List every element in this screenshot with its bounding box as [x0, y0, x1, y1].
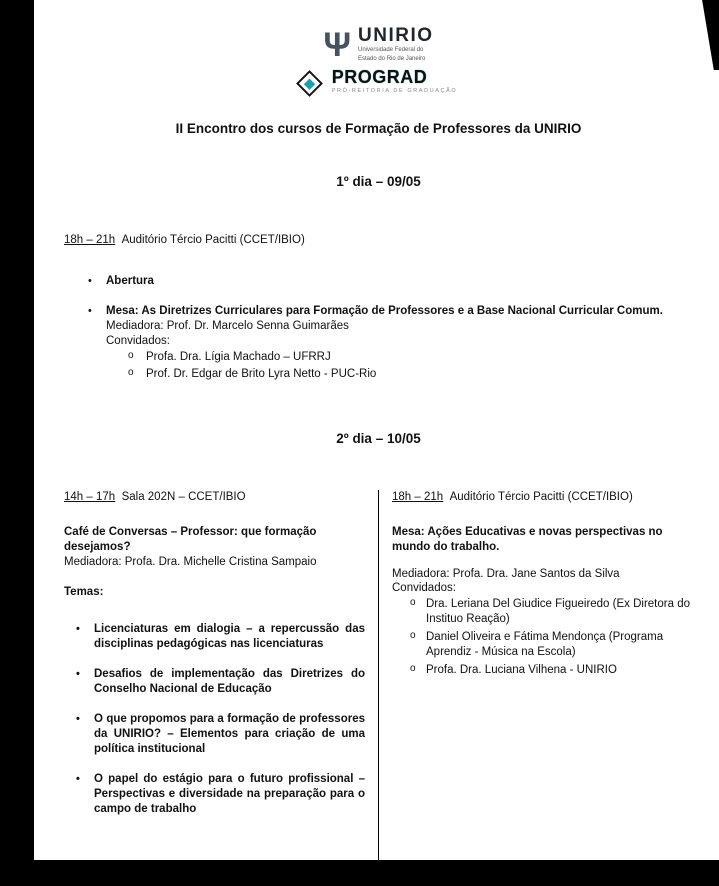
topic-text: O que propomos para a formação de professores da UNIRIO? – Elementos para criação de uma política institucional: [94, 713, 365, 756]
bullet-icon: •: [76, 772, 80, 785]
day1-session-time: 18h – 21h: [64, 233, 116, 246]
guest-name: Profa. Dra. Luciana Vilhena - UNIRIO: [426, 664, 617, 677]
sub-bullet-icon: o: [410, 597, 416, 609]
unirio-trident-icon: Ψ: [323, 25, 351, 64]
guest-name: Prof. Dr. Edgar de Brito Lyra Netto - PUC-Rio: [146, 368, 377, 381]
day2-right-session-title: Mesa: Ações Educativas e novas perspectivas no mundo do trabalho.: [392, 525, 663, 553]
bullet-icon: •: [88, 305, 92, 318]
topic-item: [70, 622, 365, 652]
unirio-subtitle-line1: Universidade Federal do: [358, 47, 424, 53]
day2-columns: [64, 490, 693, 863]
day1-guest-list: [106, 350, 681, 382]
day2-left-topics-label: Temas:: [64, 586, 104, 599]
day2-left-mediator-line: Mediadora: Profa. Dra. Michelle Cristina Sampaio: [64, 555, 317, 568]
day2-right-session-time: 18h – 21h: [392, 490, 444, 503]
page-edge-left: [0, 0, 34, 886]
topic-text: Licenciaturas em dialogia – a repercussão das disciplinas pedagógicas nas licenciaturas: [94, 623, 365, 651]
day1-item-abertura-label: Abertura: [106, 274, 154, 287]
day2-left-session-time: 14h – 17h: [64, 490, 116, 503]
day1-bullet-list: [64, 274, 693, 383]
day2-guest-list: [392, 597, 693, 678]
day2-left-session-location: Sala 202N – CCET/IBIO: [121, 490, 246, 503]
topic-item: [70, 772, 365, 817]
prograd-wordmark-block: [332, 68, 457, 95]
prograd-subtitle: PRÓ-REITORIA DE GRADUAÇÃO: [331, 88, 458, 95]
day2-right-mediator-line: Mediadora: Profa. Dra. Jane Santos da Silva: [392, 567, 620, 580]
guest-list-item: [408, 630, 693, 660]
page-content: [34, 0, 719, 860]
day2-left-session-line: [64, 490, 365, 505]
day1-item-mesa: [84, 304, 681, 382]
unirio-logo: [323, 26, 433, 63]
day1-session-location: Auditório Tércio Pacitti (CCET/IBIO): [121, 233, 305, 246]
unirio-subtitle-line2: Estado do Rio de Janeiro: [358, 56, 426, 63]
day2-heading: 2º dia – 10/05: [336, 431, 421, 447]
bullet-icon: •: [76, 668, 80, 681]
unirio-wordmark: UNIRIO: [358, 25, 434, 46]
day1-item-abertura: [84, 274, 681, 289]
day2-left-column: [64, 490, 378, 863]
prograd-wordmark: PROGRAD: [331, 67, 428, 88]
topic-item: [70, 667, 365, 697]
topic-text: O papel do estágio para o futuro profissional – Perspectivas e diversidade na preparação para o campo de trabalho: [94, 772, 365, 815]
prograd-diamond-inner-icon: [304, 78, 315, 89]
guest-list-item: [408, 663, 693, 678]
guest-list-item: [126, 350, 681, 365]
unirio-wordmark-block: [358, 26, 434, 63]
bullet-icon: •: [76, 623, 80, 636]
bullet-icon: •: [88, 274, 92, 287]
guest-name: Daniel Oliveira e Fátima Mendonça (Programa Aprendiz - Música na Escola): [426, 631, 664, 659]
day2-right-column: [379, 490, 693, 863]
prograd-logo: [300, 68, 457, 95]
day2-right-session-line: [392, 490, 693, 505]
sub-bullet-icon: o: [128, 367, 134, 379]
bullet-icon: •: [76, 713, 80, 726]
topic-item: [70, 712, 365, 757]
day1-mesa-title: Mesa: As Diretrizes Curriculares para Formação de Professores e a Base Nacional Curricular Comum.: [106, 305, 663, 318]
day1-guests-label: Convidados:: [106, 335, 170, 348]
guest-name: Dra. Leriana Del Giudice Figueiredo (Ex Diretora do Instituo Reação): [426, 598, 690, 626]
prograd-diamond-icon: [296, 71, 323, 98]
page-title: II Encontro dos cursos de Formação de Professores da UNIRIO: [175, 120, 582, 136]
topic-text: Desafios de implementação das Diretrizes do Conselho Nacional de Educação: [94, 668, 365, 696]
sub-bullet-icon: o: [410, 630, 416, 642]
day1-mediator-line: Mediadora: Prof. Dr. Marcelo Senna Guimarães: [106, 320, 349, 333]
header-logos: [64, 26, 693, 96]
guest-name: Profa. Dra. Lígia Machado – UFRRJ: [146, 351, 331, 364]
page-edge-bottom: [0, 860, 719, 886]
day2-left-session-title: Café de Conversas – Professor: que formação desejamos?: [64, 525, 317, 553]
day1-session-line: [64, 233, 693, 248]
sub-bullet-icon: o: [128, 350, 134, 362]
guest-list-item: [408, 597, 693, 627]
day1-heading: 1º dia – 09/05: [336, 174, 421, 190]
day2-topics-list: [64, 622, 365, 816]
day2-right-guests-label: Convidados:: [392, 582, 456, 595]
day2-right-session-location: Auditório Tércio Pacitti (CCET/IBIO): [449, 490, 633, 503]
guest-list-item: [126, 367, 681, 382]
sub-bullet-icon: o: [410, 663, 416, 675]
